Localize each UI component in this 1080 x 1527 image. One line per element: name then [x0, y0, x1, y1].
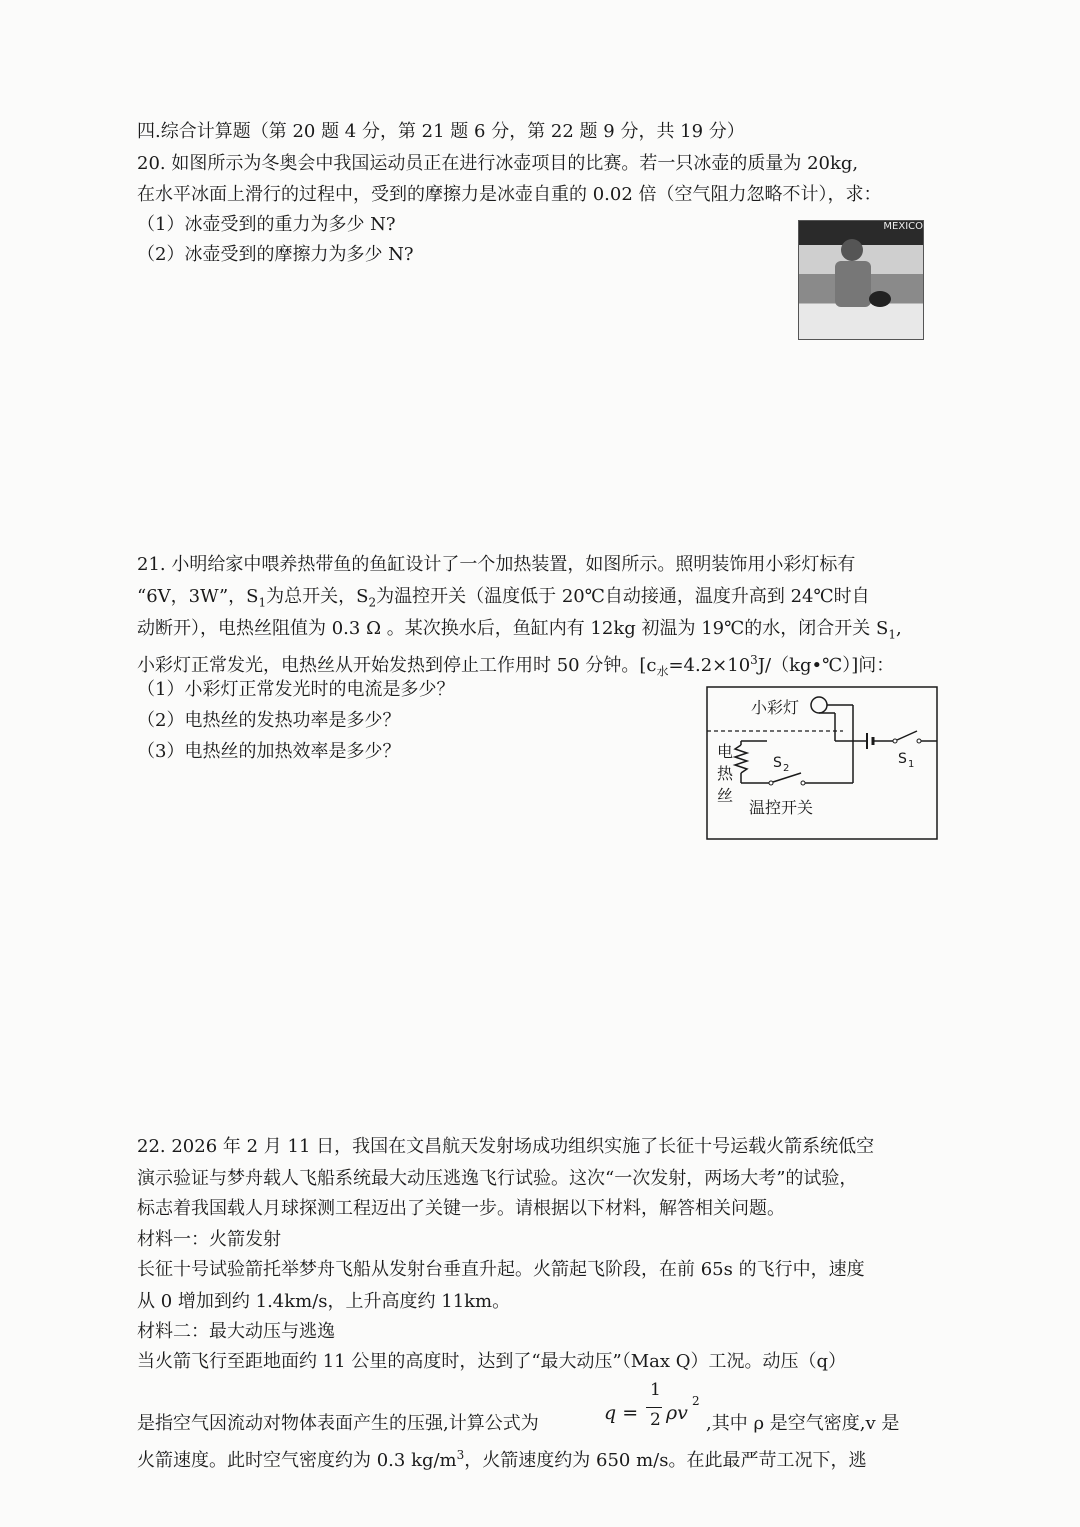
- curling-photo: [798, 220, 924, 340]
- q21-line-4a: 小彩灯正常发光，电热丝从开始发热到停止工作用时 50 分钟。[c: [137, 655, 657, 676]
- athlete-body: [835, 261, 871, 307]
- q20-part-2: （2）冰壶受到的摩擦力为多少 N?: [137, 244, 414, 265]
- q20-line-2: 在水平冰面上滑行的过程中，受到的摩擦力是冰壶自重的 0.02 倍（空气阻力忽略不计），求：: [137, 184, 882, 205]
- s1-label: S: [898, 751, 907, 767]
- s1-sub-label: 1: [908, 759, 915, 770]
- circuit-diagram: [705, 683, 940, 843]
- dynamic-pressure-formula: [604, 1380, 704, 1436]
- material-1-title: 材料一：火箭发射: [137, 1229, 281, 1250]
- s2-subscript: 2: [368, 595, 377, 610]
- q20-line-1: 20. 如图所示为冬奥会中我国运动员正在进行冰壶项目的比赛。若一只冰壶的质量为 20kg,: [137, 153, 859, 174]
- q21-line-2a: “6V，3W”，S: [137, 586, 259, 607]
- lamp-icon: [811, 697, 827, 713]
- section-heading: 四.综合计算题（第 20 题 4 分，第 21 题 6 分，第 22 题 9 分，共 19 分）: [137, 121, 745, 142]
- thermo-switch-label: 温控开关: [749, 798, 814, 817]
- material-1-line-2: 从 0 增加到约 1.4km/s，上升高度约 11km。: [137, 1291, 511, 1312]
- material-2-line-2-tail: ,其中 ρ 是空气密度,v 是: [706, 1413, 900, 1434]
- heating-wire-icon: [735, 745, 747, 773]
- lamp-label: 小彩灯: [751, 698, 800, 717]
- formula-lhs: q =: [604, 1402, 639, 1424]
- density-exponent: 3: [456, 1448, 465, 1462]
- q21-line-2b: 为总开关，S: [266, 586, 369, 607]
- formula-denominator: 2: [650, 1410, 661, 1430]
- q21-part-2: （2）电热丝的发热功率是多少？: [137, 710, 401, 731]
- material-1-line-1: 长征十号试验箭托举梦舟飞船从发射台垂直升起。火箭起飞阶段，在前 65s 的飞行中，速度: [137, 1259, 865, 1280]
- q22-line-3: 标志着我国载人月球探测工程迈出了关键一步。请根据以下材料，解答相关问题。: [137, 1198, 785, 1219]
- athlete-head: [841, 239, 863, 261]
- wire-label-1: 电: [717, 742, 734, 761]
- q21-line-1: 21. 小明给家中喂养热带鱼的鱼缸设计了一个加热装置，如图所示。照明装饰用小彩灯标有: [137, 554, 856, 575]
- material-2-line-2: 是指空气因流动对物体表面产生的压强,计算公式为: [137, 1413, 539, 1434]
- q21-line-2: [137, 585, 870, 615]
- q22-line-1: 22. 2026 年 2 月 11 日，我国在文昌航天发射场成功组织实施了长征十号运载火箭系统低空: [137, 1136, 875, 1157]
- switch-s1: [897, 731, 917, 740]
- q21-line-3-comma: ,: [895, 618, 902, 639]
- material-2-title: 材料二：最大动压与逃逸: [137, 1321, 335, 1342]
- s1-subscript: 1: [258, 595, 267, 610]
- exponent-3: 3: [750, 653, 758, 667]
- formula-rhs: ρv: [666, 1402, 688, 1424]
- material-2-line-3b: ，火箭速度约为 650 m/s。在此最严苛工况下，逃: [464, 1450, 867, 1471]
- photo-banner: [799, 221, 923, 245]
- material-2-line-3a: 火箭速度。此时空气密度约为 0.3 kg/m: [137, 1450, 457, 1471]
- q20-part-1: （1）冰壶受到的重力为多少 N?: [137, 214, 396, 235]
- q21-line-2c: 为温控开关（温度低于 20℃自动接通，温度升高到 24℃时自: [376, 586, 870, 607]
- material-2-line-3: [137, 1443, 866, 1473]
- q21-line-3: [137, 617, 902, 647]
- water-subscript: 水: [656, 664, 669, 679]
- formula-fraction-bar: [646, 1407, 662, 1408]
- wire-label-2: 热: [717, 764, 734, 783]
- switch-s2: [773, 773, 801, 782]
- s1-subscript-2: 1: [888, 627, 896, 642]
- photo-caption: MEXICO: [883, 221, 923, 232]
- q21-line-4b: =4.2×10: [668, 655, 751, 676]
- q21-line-3-text: 动断开），电热丝阻值为 0.3 Ω 。某次换水后，鱼缸内有 12kg 初温为 19℃的水，闭合开关 S: [137, 618, 889, 639]
- q21-line-4c: J/（kg•℃）]问：: [757, 655, 895, 676]
- formula-exponent: 2: [692, 1394, 700, 1408]
- q21-part-3: （3）电热丝的加热效率是多少？: [137, 741, 401, 762]
- formula-numerator: 1: [650, 1380, 661, 1400]
- material-2-line-1: 当火箭飞行至距地面约 11 公里的高度时，达到了“最大动压”（Max Q）工况。动压（q）: [137, 1351, 847, 1372]
- q22-line-2: 演示验证与梦舟载人飞船系统最大动压逃逸飞行试验。这次“一次发射，两场大考”的试验，: [137, 1168, 858, 1189]
- s2-sub-label: 2: [783, 763, 790, 774]
- curling-stone: [869, 291, 891, 307]
- q21-part-1: （1）小彩灯正常发光时的电流是多少？: [137, 679, 455, 700]
- wire-label-3: 丝: [717, 786, 734, 805]
- s2-label: S: [773, 755, 782, 771]
